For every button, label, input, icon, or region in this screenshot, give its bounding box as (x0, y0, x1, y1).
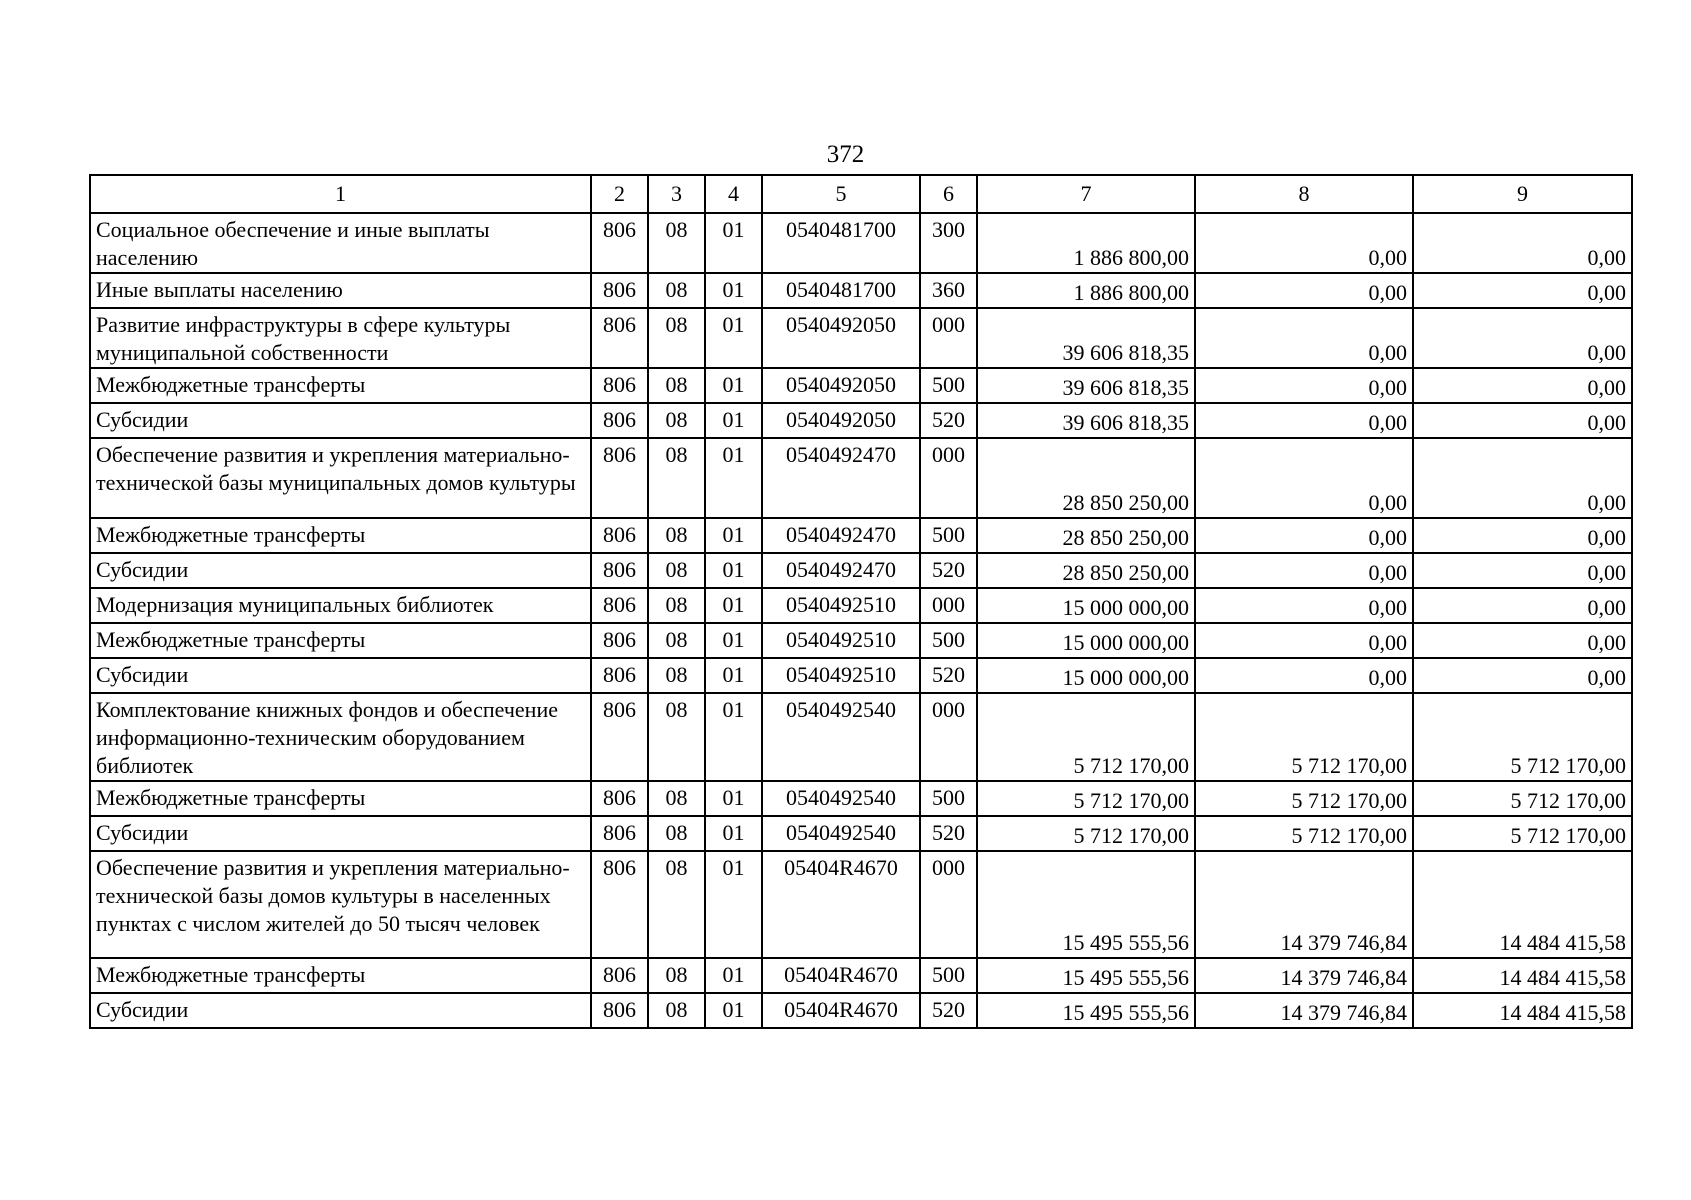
cell-expense-type: 000 (920, 438, 977, 518)
cell-subsection: 01 (705, 958, 762, 993)
header-row (90, 175, 1632, 213)
cell-sum-col-9: 5 712 170,00 (1413, 816, 1632, 851)
cell-sum-col-8: 5 712 170,00 (1195, 693, 1413, 781)
cell-section: 08 (648, 623, 705, 658)
cell-grbs: 806 (591, 368, 648, 403)
cell-sum-col-8: 0,00 (1195, 213, 1413, 273)
cell-expense-type: 520 (920, 553, 977, 588)
cell-grbs: 806 (591, 693, 648, 781)
cell-section: 08 (648, 273, 705, 308)
cell-section: 08 (648, 693, 705, 781)
cell-subsection: 01 (705, 658, 762, 693)
cell-sum-col-8: 0,00 (1195, 553, 1413, 588)
cell-grbs: 806 (591, 851, 648, 958)
cell-sum-col-7: 28 850 250,00 (977, 518, 1195, 553)
table-row (90, 851, 1632, 958)
cell-sum-col-8: 5 712 170,00 (1195, 816, 1413, 851)
cell-sum-col-7: 5 712 170,00 (977, 781, 1195, 816)
cell-name: Субсидии (90, 816, 591, 851)
cell-grbs: 806 (591, 403, 648, 438)
cell-sum-col-9: 0,00 (1413, 623, 1632, 658)
cell-target-article: 0540481700 (762, 273, 920, 308)
cell-grbs: 806 (591, 623, 648, 658)
cell-section: 08 (648, 781, 705, 816)
cell-section: 08 (648, 588, 705, 623)
cell-expense-type: 300 (920, 213, 977, 273)
cell-expense-type: 500 (920, 781, 977, 816)
cell-section: 08 (648, 403, 705, 438)
cell-expense-type: 520 (920, 993, 977, 1028)
cell-name: Иные выплаты населению (90, 273, 591, 308)
cell-subsection: 01 (705, 308, 762, 368)
cell-grbs: 806 (591, 781, 648, 816)
cell-expense-type: 000 (920, 308, 977, 368)
column-header: 2 (591, 175, 648, 213)
cell-sum-col-8: 0,00 (1195, 368, 1413, 403)
cell-sum-col-7: 39 606 818,35 (977, 308, 1195, 368)
cell-section: 08 (648, 368, 705, 403)
cell-grbs: 806 (591, 816, 648, 851)
cell-target-article: 0540492540 (762, 781, 920, 816)
table-row (90, 623, 1632, 658)
cell-target-article: 0540492050 (762, 308, 920, 368)
cell-target-article: 0540492510 (762, 588, 920, 623)
cell-sum-col-9: 0,00 (1413, 273, 1632, 308)
cell-grbs: 806 (591, 588, 648, 623)
cell-sum-col-8: 0,00 (1195, 403, 1413, 438)
cell-expense-type: 520 (920, 403, 977, 438)
cell-sum-col-9: 0,00 (1413, 658, 1632, 693)
cell-sum-col-7: 15 495 555,56 (977, 993, 1195, 1028)
cell-grbs: 806 (591, 273, 648, 308)
cell-grbs: 806 (591, 993, 648, 1028)
cell-target-article: 0540492050 (762, 403, 920, 438)
column-header: 7 (977, 175, 1195, 213)
cell-target-article: 05404R4670 (762, 993, 920, 1028)
cell-expense-type: 520 (920, 658, 977, 693)
cell-sum-col-9: 0,00 (1413, 308, 1632, 368)
cell-name: Развитие инфраструктуры в сфере культуры муниципальной собственности (90, 308, 591, 368)
cell-subsection: 01 (705, 518, 762, 553)
cell-sum-col-7: 39 606 818,35 (977, 368, 1195, 403)
page-number: 372 (826, 141, 865, 168)
cell-sum-col-9: 0,00 (1413, 553, 1632, 588)
cell-subsection: 01 (705, 273, 762, 308)
cell-expense-type: 500 (920, 958, 977, 993)
cell-sum-col-9: 0,00 (1413, 403, 1632, 438)
cell-sum-col-7: 15 495 555,56 (977, 958, 1195, 993)
column-header: 4 (705, 175, 762, 213)
cell-expense-type: 500 (920, 623, 977, 658)
cell-subsection: 01 (705, 623, 762, 658)
table-row (90, 273, 1632, 308)
cell-target-article: 0540492050 (762, 368, 920, 403)
cell-subsection: 01 (705, 213, 762, 273)
cell-subsection: 01 (705, 368, 762, 403)
cell-sum-col-8: 0,00 (1195, 658, 1413, 693)
cell-expense-type: 520 (920, 816, 977, 851)
cell-name: Обеспечение развития и укрепления материально-технической базы домов культуры в населенных пунктах с числом жителей до 50 тысяч человек (90, 851, 591, 958)
cell-sum-col-7: 15 000 000,00 (977, 588, 1195, 623)
cell-sum-col-9: 5 712 170,00 (1413, 781, 1632, 816)
cell-subsection: 01 (705, 438, 762, 518)
cell-target-article: 05404R4670 (762, 958, 920, 993)
cell-name: Субсидии (90, 658, 591, 693)
cell-sum-col-7: 28 850 250,00 (977, 438, 1195, 518)
budget-table (89, 174, 1633, 1029)
cell-sum-col-9: 14 484 415,58 (1413, 851, 1632, 958)
cell-sum-col-8: 14 379 746,84 (1195, 993, 1413, 1028)
cell-target-article: 0540481700 (762, 213, 920, 273)
cell-name: Межбюджетные трансферты (90, 518, 591, 553)
cell-subsection: 01 (705, 693, 762, 781)
table-row (90, 781, 1632, 816)
cell-grbs: 806 (591, 518, 648, 553)
table-row (90, 308, 1632, 368)
cell-target-article: 0540492510 (762, 623, 920, 658)
cell-name: Межбюджетные трансферты (90, 958, 591, 993)
cell-section: 08 (648, 816, 705, 851)
table-row (90, 816, 1632, 851)
cell-expense-type: 000 (920, 588, 977, 623)
cell-section: 08 (648, 993, 705, 1028)
cell-section: 08 (648, 958, 705, 993)
cell-sum-col-8: 0,00 (1195, 518, 1413, 553)
cell-name: Субсидии (90, 403, 591, 438)
cell-name: Модернизация муниципальных библиотек (90, 588, 591, 623)
cell-subsection: 01 (705, 993, 762, 1028)
table-row (90, 213, 1632, 273)
column-header: 3 (648, 175, 705, 213)
cell-sum-col-9: 0,00 (1413, 368, 1632, 403)
cell-sum-col-7: 15 000 000,00 (977, 623, 1195, 658)
table-row (90, 438, 1632, 518)
table-row (90, 658, 1632, 693)
cell-target-article: 0540492540 (762, 816, 920, 851)
cell-sum-col-7: 28 850 250,00 (977, 553, 1195, 588)
cell-sum-col-7: 15 495 555,56 (977, 851, 1195, 958)
cell-sum-col-7: 5 712 170,00 (977, 816, 1195, 851)
cell-name: Межбюджетные трансферты (90, 781, 591, 816)
cell-expense-type: 000 (920, 693, 977, 781)
cell-sum-col-8: 0,00 (1195, 308, 1413, 368)
cell-section: 08 (648, 438, 705, 518)
cell-name: Обеспечение развития и укрепления материально-технической базы муниципальных домов культуры (90, 438, 591, 518)
cell-sum-col-8: 14 379 746,84 (1195, 958, 1413, 993)
cell-expense-type: 360 (920, 273, 977, 308)
cell-section: 08 (648, 308, 705, 368)
table-row (90, 993, 1632, 1028)
cell-sum-col-9: 0,00 (1413, 518, 1632, 553)
table-row (90, 553, 1632, 588)
cell-sum-col-7: 1 886 800,00 (977, 273, 1195, 308)
column-header: 1 (90, 175, 591, 213)
cell-subsection: 01 (705, 588, 762, 623)
cell-sum-col-8: 0,00 (1195, 588, 1413, 623)
cell-target-article: 0540492470 (762, 553, 920, 588)
cell-subsection: 01 (705, 553, 762, 588)
cell-target-article: 0540492470 (762, 518, 920, 553)
cell-subsection: 01 (705, 781, 762, 816)
cell-section: 08 (648, 851, 705, 958)
cell-sum-col-8: 5 712 170,00 (1195, 781, 1413, 816)
cell-sum-col-9: 14 484 415,58 (1413, 993, 1632, 1028)
column-header: 9 (1413, 175, 1632, 213)
cell-expense-type: 500 (920, 368, 977, 403)
cell-name: Субсидии (90, 553, 591, 588)
cell-sum-col-7: 39 606 818,35 (977, 403, 1195, 438)
cell-grbs: 806 (591, 658, 648, 693)
cell-expense-type: 500 (920, 518, 977, 553)
column-header: 5 (762, 175, 920, 213)
cell-sum-col-9: 0,00 (1413, 438, 1632, 518)
cell-name: Межбюджетные трансферты (90, 368, 591, 403)
cell-sum-col-7: 15 000 000,00 (977, 658, 1195, 693)
cell-subsection: 01 (705, 403, 762, 438)
cell-subsection: 01 (705, 851, 762, 958)
cell-name: Межбюджетные трансферты (90, 623, 591, 658)
cell-sum-col-8: 0,00 (1195, 438, 1413, 518)
cell-target-article: 0540492510 (762, 658, 920, 693)
cell-section: 08 (648, 213, 705, 273)
table-row (90, 403, 1632, 438)
column-header: 6 (920, 175, 977, 213)
column-header: 8 (1195, 175, 1413, 213)
cell-sum-col-9: 14 484 415,58 (1413, 958, 1632, 993)
cell-sum-col-8: 14 379 746,84 (1195, 851, 1413, 958)
cell-sum-col-7: 5 712 170,00 (977, 693, 1195, 781)
cell-section: 08 (648, 553, 705, 588)
cell-grbs: 806 (591, 213, 648, 273)
cell-grbs: 806 (591, 438, 648, 518)
cell-subsection: 01 (705, 816, 762, 851)
cell-section: 08 (648, 658, 705, 693)
cell-name: Комплектование книжных фондов и обеспечение информационно-техническим оборудованием библиотек (90, 693, 591, 781)
cell-grbs: 806 (591, 958, 648, 993)
cell-section: 08 (648, 518, 705, 553)
cell-expense-type: 000 (920, 851, 977, 958)
cell-name: Субсидии (90, 993, 591, 1028)
cell-target-article: 0540492540 (762, 693, 920, 781)
cell-sum-col-7: 1 886 800,00 (977, 213, 1195, 273)
cell-sum-col-9: 0,00 (1413, 588, 1632, 623)
cell-target-article: 0540492470 (762, 438, 920, 518)
table-row (90, 368, 1632, 403)
cell-grbs: 806 (591, 308, 648, 368)
table-row (90, 518, 1632, 553)
cell-sum-col-9: 5 712 170,00 (1413, 693, 1632, 781)
cell-name: Социальное обеспечение и иные выплаты населению (90, 213, 591, 273)
cell-sum-col-9: 0,00 (1413, 213, 1632, 273)
table-row (90, 588, 1632, 623)
table-row (90, 958, 1632, 993)
table-row (90, 693, 1632, 781)
cell-grbs: 806 (591, 553, 648, 588)
cell-target-article: 05404R4670 (762, 851, 920, 958)
cell-sum-col-8: 0,00 (1195, 273, 1413, 308)
cell-sum-col-8: 0,00 (1195, 623, 1413, 658)
